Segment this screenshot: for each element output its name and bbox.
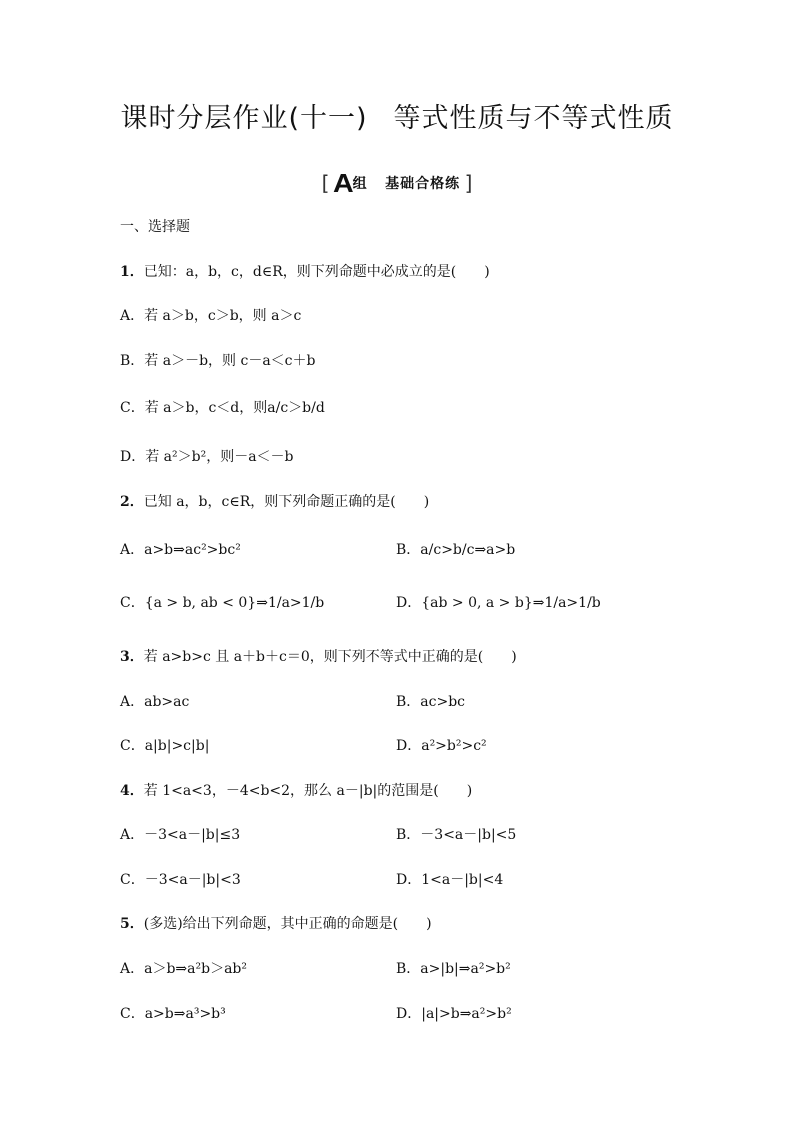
- question-4-option-a: A．－3<a－|b|≤3: [120, 827, 241, 843]
- question-2-option-c: C．{a > b, ab < 0}⇒1/a>1/b: [120, 595, 325, 611]
- question-1-option-b: B．若 a＞－b，则 c－a＜c＋b: [120, 353, 316, 369]
- section-heading: 一、选择题: [120, 219, 190, 235]
- group-letter-badge: A: [332, 168, 354, 198]
- question-3-stem: [120, 646, 517, 666]
- group-heading: [0, 168, 794, 199]
- question-3-option-c: C．a|b|>c|b|: [120, 738, 210, 754]
- title-main: 课时分层作业(十一): [120, 103, 368, 134]
- question-2-option-b: B．a/c>b/c⇒a>b: [396, 542, 516, 558]
- question-5-stem: [120, 913, 432, 933]
- question-number: 5．: [120, 916, 144, 932]
- question-2-stem-text: 已知 a，b，c∈R，则下列命题正确的是( ): [143, 494, 430, 510]
- question-5-stem-text: (多选)给出下列命题，其中正确的命题是( ): [143, 916, 432, 932]
- group-bracket-close: ]: [464, 171, 473, 195]
- question-3-option-d: D．a²>b²>c²: [396, 738, 487, 754]
- question-1-stem-text: 已知：a，b，c，d∈R，则下列命题中必成立的是( ): [143, 264, 490, 280]
- group-bracket-open: [: [321, 171, 330, 195]
- question-5-option-a: A．a＞b⇒a²b＞ab²: [120, 961, 247, 977]
- question-1-option-c: C．若 a＞b，c＜d，则a/c＞b/d: [120, 400, 325, 416]
- question-4-option-d: D．1<a－|b|<4: [396, 872, 504, 888]
- question-3-option-b: B．ac>bc: [396, 694, 466, 710]
- question-1-option-a: A．若 a＞b，c＞b，则 a＞c: [120, 308, 302, 324]
- group-name: 基础合格练: [385, 176, 461, 192]
- title-sub: 等式性质与不等式性质: [393, 103, 674, 134]
- question-number: 4．: [120, 783, 144, 799]
- question-2-option-d: D．{ab > 0, a > b}⇒1/a>1/b: [396, 595, 601, 611]
- question-1-stem: [120, 261, 490, 281]
- question-number: 2．: [120, 494, 144, 510]
- question-3-stem-text: 若 a>b>c 且 a＋b＋c＝0，则下列不等式中正确的是( ): [143, 649, 517, 665]
- question-5-option-c: C．a>b⇒a³>b³: [120, 1006, 226, 1022]
- question-5-option-b: B．a>|b|⇒a²>b²: [396, 961, 511, 977]
- question-1-option-d: D．若 a²＞b²，则－a＜－b: [120, 449, 294, 465]
- question-4-option-b: B．－3<a－|b|<5: [396, 827, 517, 843]
- question-3-option-a: A．ab>ac: [120, 694, 190, 710]
- group-label: 组: [352, 176, 367, 192]
- question-2-stem: [120, 491, 429, 511]
- question-2-option-a: A．a>b⇒ac²>bc²: [120, 542, 241, 558]
- question-4-stem-text: 若 1<a<3，－4<b<2，那么 a－|b|的范围是( ): [143, 783, 473, 799]
- question-number: 3．: [120, 649, 144, 665]
- question-4-option-c: C．－3<a－|b|<3: [120, 872, 241, 888]
- page-title: [0, 96, 794, 135]
- question-4-stem: [120, 780, 472, 800]
- question-number: 1．: [120, 264, 144, 280]
- question-5-option-d: D．|a|>b⇒a²>b²: [396, 1006, 512, 1022]
